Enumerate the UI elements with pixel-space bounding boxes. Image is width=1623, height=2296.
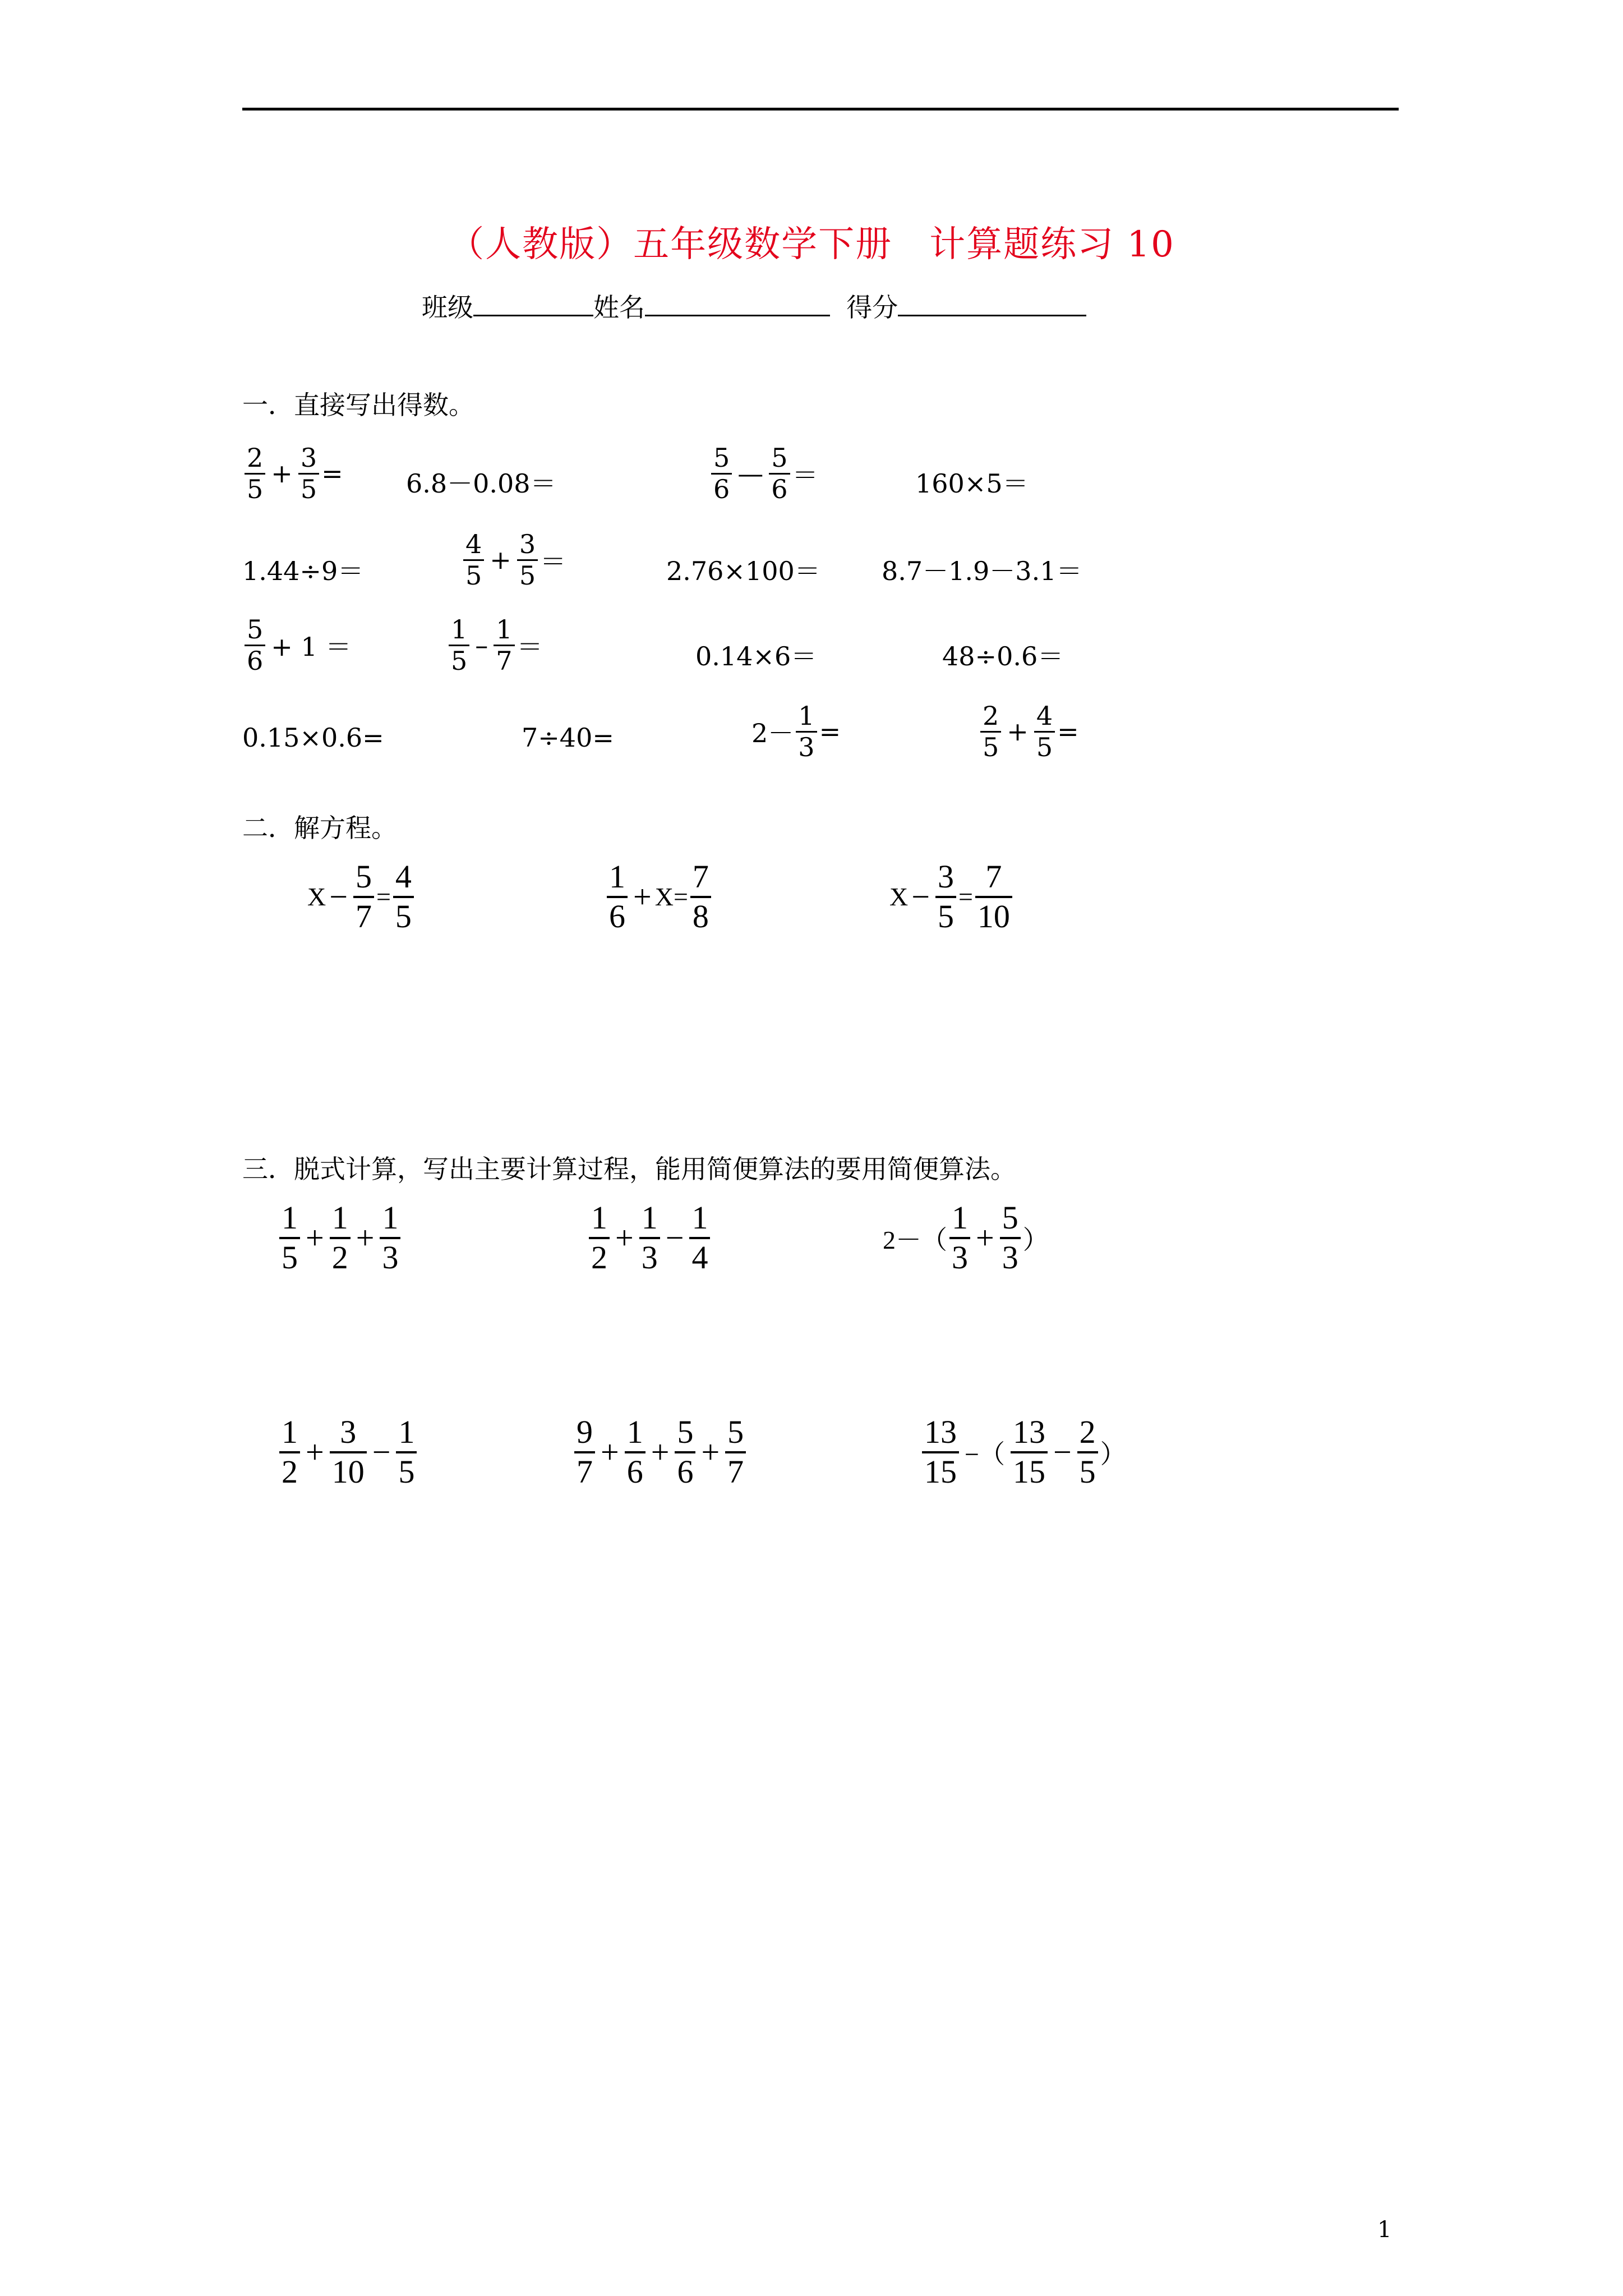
equation-1: X − $\frac{5}{7}$ = $\frac{4}{5}$ bbox=[307, 858, 416, 935]
problem-3-1: $\frac{5}{6}$ + 1 ＝ bbox=[242, 615, 354, 676]
calculation-5: $\frac{9}{7}$ + $\frac{1}{6}$ + $\frac{5}{6}$ + $\frac{5}{7}$ bbox=[572, 1414, 748, 1490]
problem-1-3: $\frac{5}{6}$ — $\frac{5}{6}$ ＝ bbox=[709, 443, 818, 504]
section-1-heading: 一．直接写出得数。 bbox=[242, 390, 474, 420]
problem-3-3: 0.14×6＝ bbox=[695, 641, 817, 671]
section-3-heading: 三．脱式计算，写出主要计算过程，能用简便算法的要用简便算法。 bbox=[242, 1154, 1016, 1184]
section-2-heading: 二．解方程。 bbox=[242, 813, 397, 843]
problem-4-1: 0.15×0.6= bbox=[242, 723, 384, 753]
problem-2-2: $\frac{4}{5}$ + $\frac{3}{5}$ ＝ bbox=[461, 530, 566, 591]
problem-4-4: $\frac{2}{5}$ + $\frac{4}{5}$ = bbox=[978, 701, 1079, 762]
worksheet-title: （人教版）五年级数学下册 计算题练习 10 bbox=[448, 224, 1175, 265]
calculation-4: $\frac{1}{2}$ + $\frac{3}{10}$ − $\frac{1}{5}$ bbox=[277, 1414, 419, 1490]
calculation-2: $\frac{1}{2}$ + $\frac{1}{3}$ − $\frac{1}{4}$ bbox=[587, 1199, 712, 1276]
calculation-6: $\frac{13}{15}$ −（ $\frac{13}{15}$ − $\frac{2}{5}$ ） bbox=[920, 1414, 1126, 1490]
score-label: 得分 bbox=[846, 292, 898, 323]
page-number: 1 bbox=[1377, 2217, 1392, 2243]
calculation-1: $\frac{1}{5}$ + $\frac{1}{2}$ + $\frac{1}{3}$ bbox=[277, 1199, 403, 1276]
problem-2-1: 1.44÷9＝ bbox=[242, 556, 364, 586]
equation-3: X − $\frac{3}{5}$ = $\frac{7}{10}$ bbox=[889, 858, 1015, 935]
name-blank[interactable] bbox=[645, 289, 830, 316]
problem-1-4: 160×5＝ bbox=[915, 468, 1029, 499]
student-info-line bbox=[422, 287, 1086, 324]
problem-2-4: 8.7－1.9－3.1＝ bbox=[882, 556, 1082, 586]
calculation-3: 2－（ $\frac{1}{3}$ + $\frac{5}{3}$ ） bbox=[883, 1199, 1049, 1276]
header-rule bbox=[242, 108, 1399, 111]
problem-2-3: 2.76×100＝ bbox=[666, 556, 820, 586]
equation-2: $\frac{1}{6}$ + X = $\frac{7}{8}$ bbox=[605, 858, 713, 935]
score-blank[interactable] bbox=[898, 289, 1086, 316]
class-blank[interactable] bbox=[473, 289, 593, 316]
name-label: 姓名 bbox=[593, 292, 645, 323]
problem-3-2: $\frac{1}{5}$ – $\frac{1}{7}$ ＝ bbox=[446, 615, 543, 676]
problem-3-4: 48÷0.6＝ bbox=[942, 641, 1064, 671]
class-label: 班级 bbox=[422, 292, 473, 323]
problem-1-2: 6.8－0.08＝ bbox=[406, 468, 556, 499]
problem-4-3: 2－ $\frac{1}{3}$ = bbox=[751, 701, 841, 762]
problem-1-1: $\frac{2}{5}$ + $\frac{3}{5}$ = bbox=[242, 443, 343, 504]
problem-4-2: 7÷40= bbox=[522, 723, 614, 753]
